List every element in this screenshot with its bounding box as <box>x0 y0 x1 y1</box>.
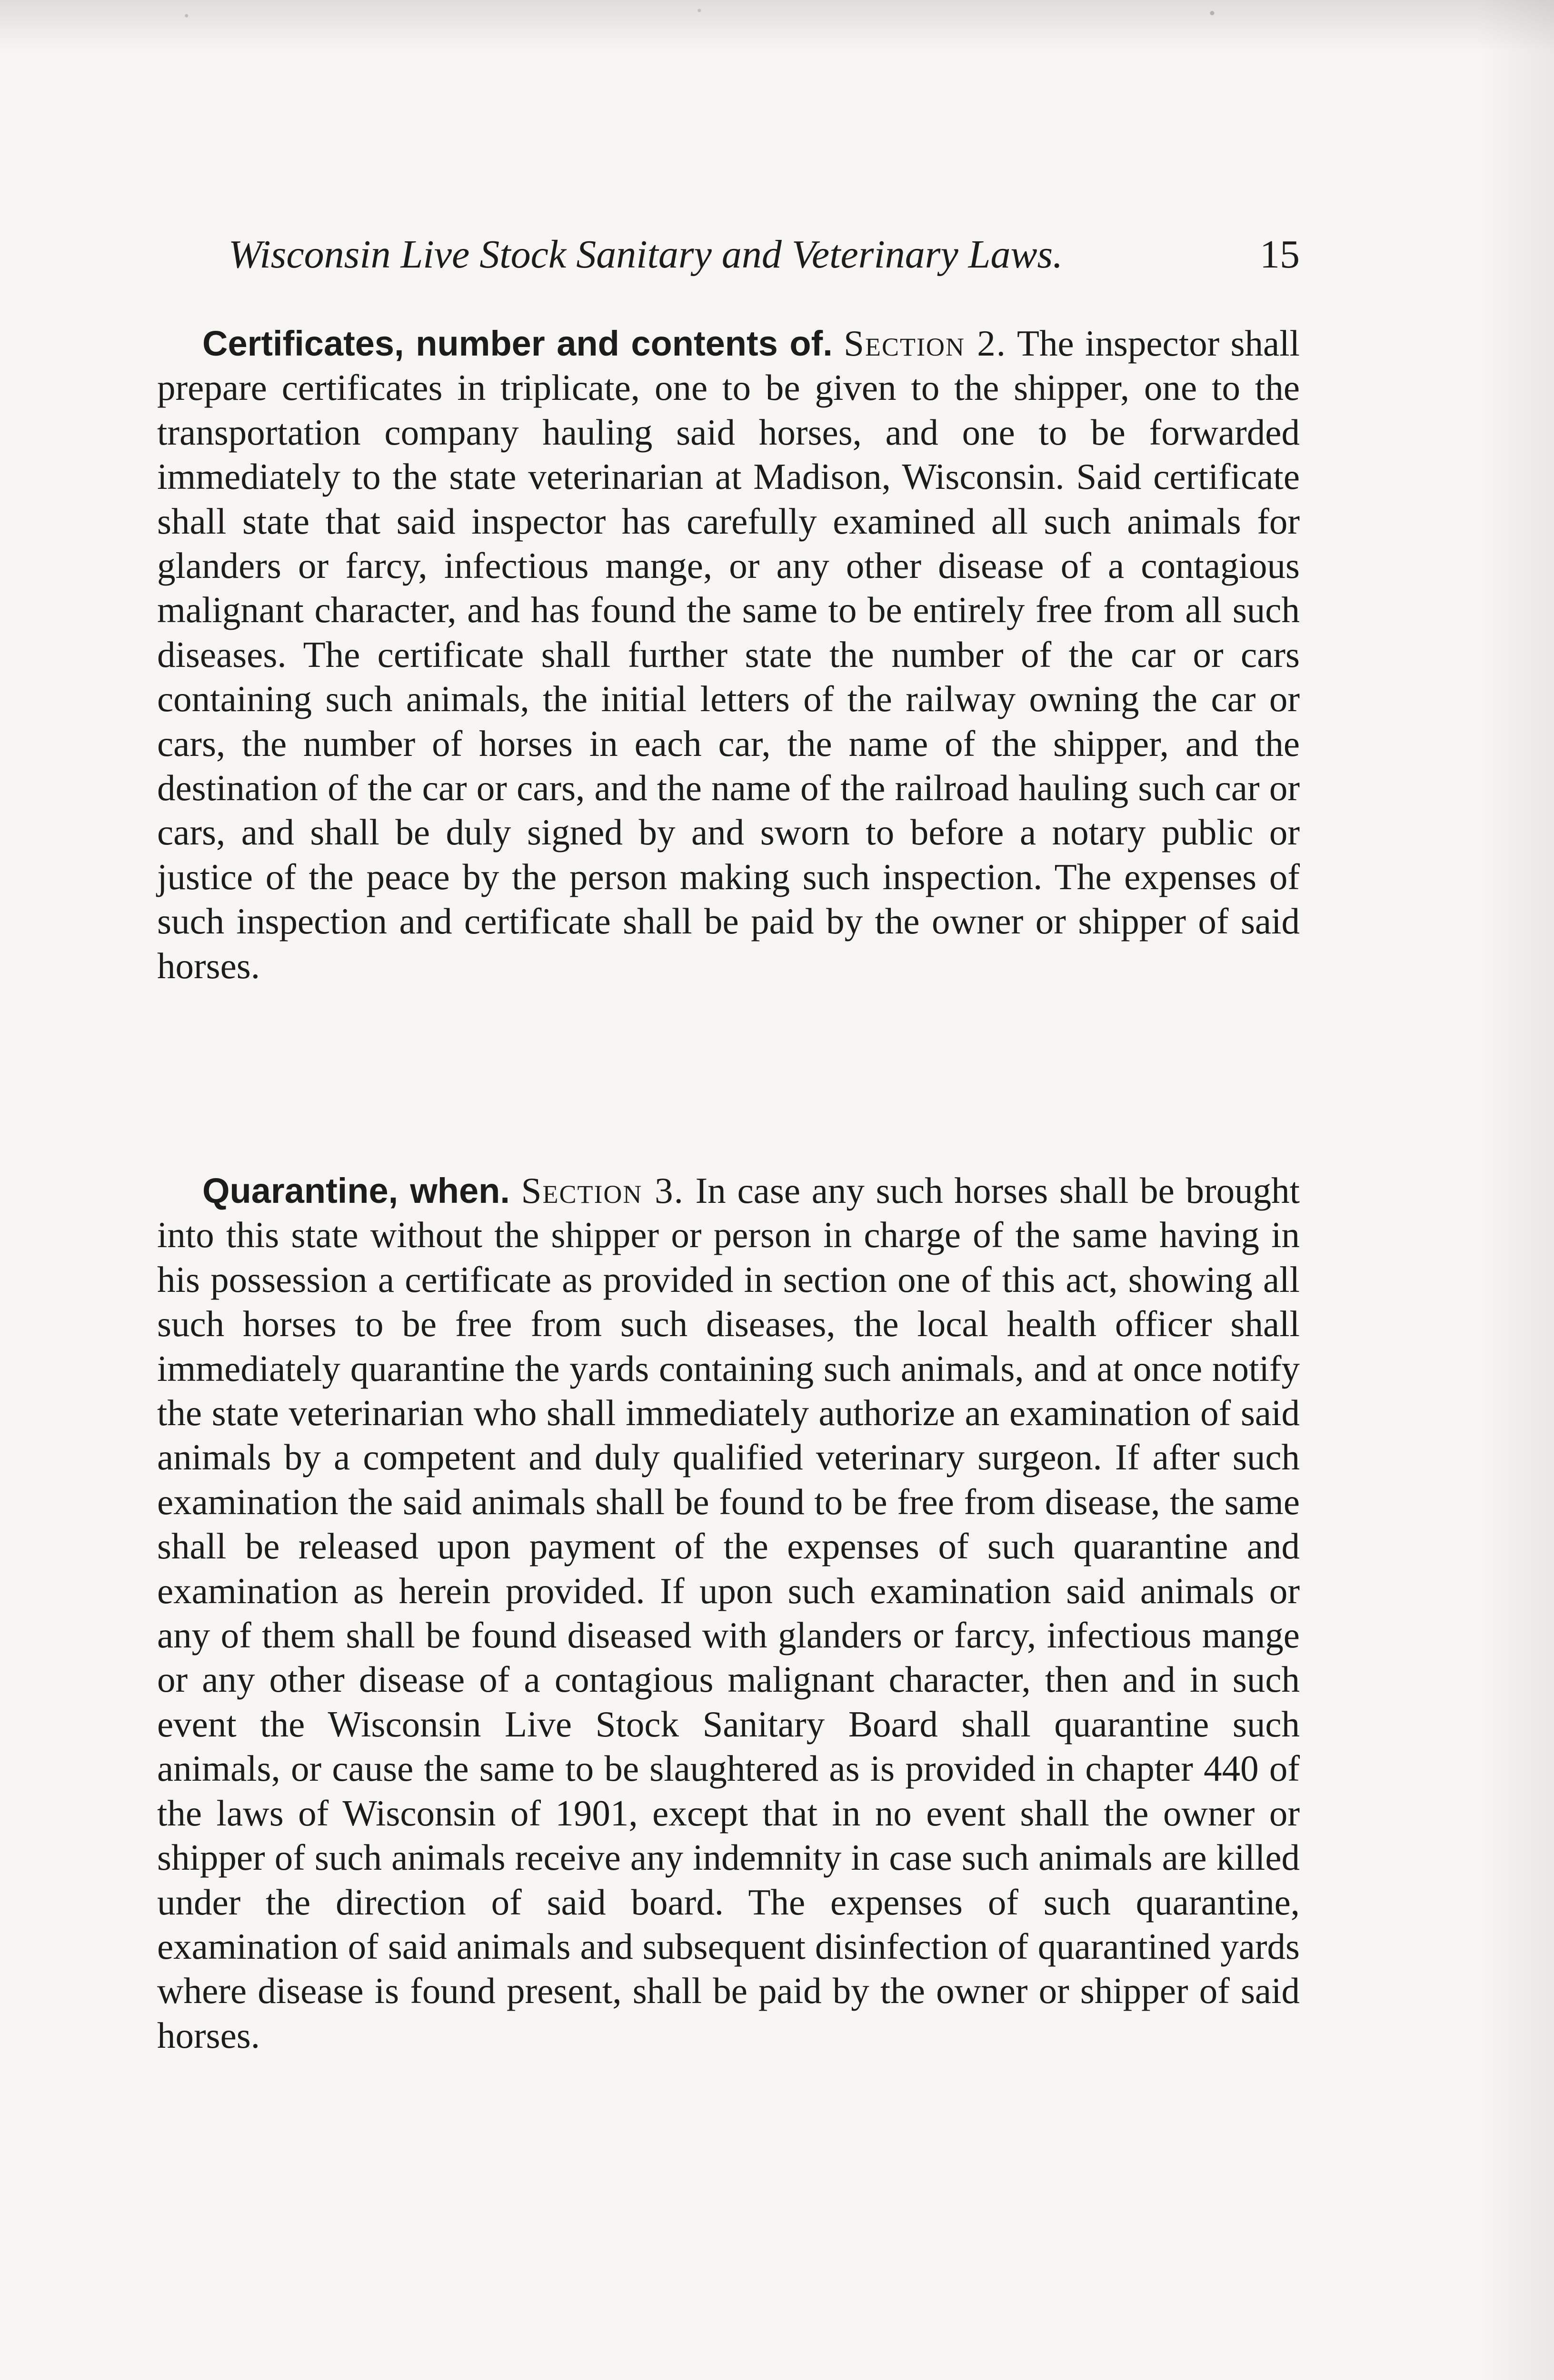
section-2-paragraph <box>157 321 1300 988</box>
running-title: Wisconsin Live Stock Sanitary and Veterinary Laws. <box>229 232 1063 277</box>
page-number: 15 <box>1260 232 1300 277</box>
section-3-heading: Quarantine, when. <box>202 1171 510 1210</box>
section-3-text: In case any such horses shall be brought into this state without the shipper or person in charge of the same having in his possession a certificate as provided in section one of this act, showing all such horses to be free from such diseases, the local health officer shall immediately quarantine the yards containing such animals, and at once notify the state veterinarian who shall immediately authorize an examination of said animals by a competent and duly qualified veterinary surgeon. If after such examination the said animals shall be found to be free from disease, the same shall be released upon payment of the expenses of such quarantine and examination as herein provided. If upon such examination said animals or any of them shall be found diseased with glanders or farcy, infectious mange or any other disease of a contagious malignant character, then and in such event the Wisconsin Live Stock Sanitary Board shall quarantine such animals, or cause the same to be slaughtered as is provided in chapter 440 of the laws of Wisconsin of 1901, except that in no event shall the owner or shipper of such animals receive any indemnity in case such animals are killed under the direction of said board. The expenses of such quarantine, examination of said animals and subsequent disinfection of quarantined yards where disease is found present, shall be paid by the owner or shipper of said horses. <box>157 1170 1300 2056</box>
scan-edge-right <box>1478 0 1554 2380</box>
section-2-text: The inspector shall prepare certificates in triplicate, one to be given to the shipper, one to the transportation company hauling said horses, and one to be forwarded immediately to the state veterinarian at Madison, Wisconsin. Said certificate shall state that said inspector has carefully examined all such animals for glanders or farcy, infectious mange, or any other disease of a contagious malignant character, and has found the same to be entirely free from all such diseases. The certificate shall further state the number of the car or cars containing such animals, the initial letters of the railway owning the car or cars, the number of horses in each car, the name of the shipper, and the destination of the car or cars, and the name of the railroad hauling such car or cars, and shall be duly signed by and sworn to before a notary public or justice of the peace by the person making such inspection. The expenses of such inspection and certificate shall be paid by the owner or shipper of said horses. <box>157 323 1300 986</box>
section-3-paragraph <box>157 1169 1300 2058</box>
running-head <box>229 226 1300 283</box>
section-2-heading: Certificates, number and contents of. <box>202 324 833 363</box>
section-2-label: Section 2. <box>844 323 1007 364</box>
scan-edge-top <box>0 0 1554 52</box>
section-3-label: Section 3. <box>521 1170 684 1211</box>
